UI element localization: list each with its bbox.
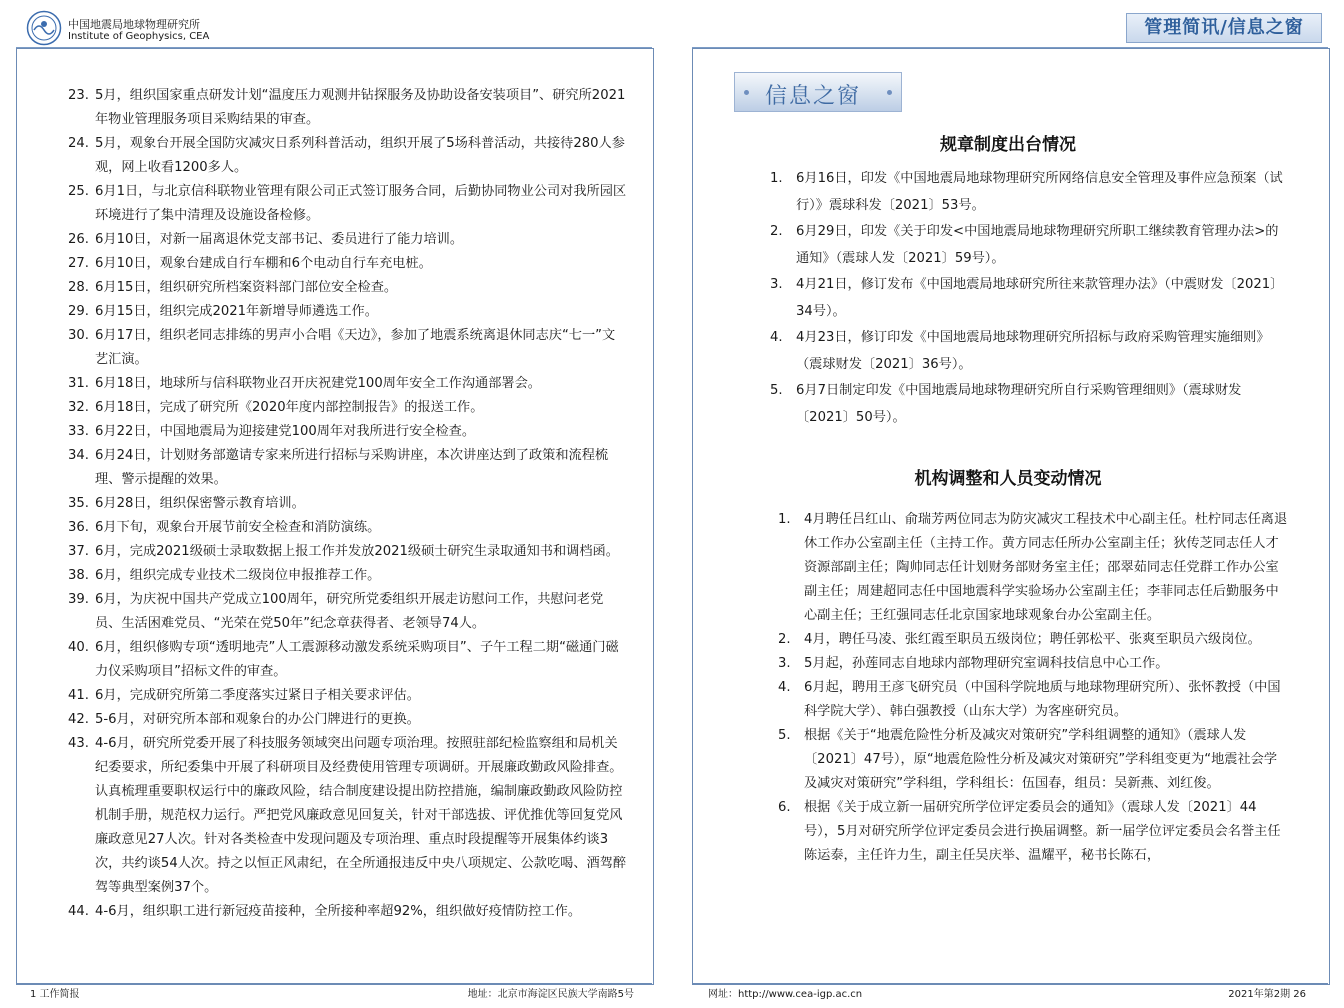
footer-rule: [692, 983, 1328, 984]
work-item-number: 43.: [68, 736, 89, 751]
rule-item-number: 1.: [770, 171, 783, 186]
work-item: [68, 684, 628, 708]
work-item-number: 32.: [68, 400, 89, 415]
work-item-number: 29.: [68, 304, 89, 319]
work-items-list: [68, 84, 628, 924]
org-item-text: 5月起，孙莲同志自地球内部物理研究室调科技信息中心工作。: [804, 656, 1169, 671]
rule-item-text: 6月16日，印发《中国地震局地球物理研究所网络信息安全管理及事件应急预案（试行）》震球科发〔2021〕53号。: [796, 171, 1283, 213]
work-item-text: 6月22日，中国地震局为迎接建党100周年对我所进行安全检查。: [95, 424, 476, 439]
work-item-number: 31.: [68, 376, 89, 391]
footer-rule: [16, 983, 652, 984]
work-item-number: 36.: [68, 520, 89, 535]
rule-item-text: 4月23日，修订印发《中国地震局地球物理研究所招标与政府采购管理实施细则》（震球财发〔2021〕36号）。: [796, 330, 1270, 372]
work-item-number: 42.: [68, 712, 89, 727]
work-item: [68, 372, 628, 396]
org-item: [778, 676, 1288, 724]
org-item-text: 根据《关于“地震危险性分析及减灾对策研究”学科组调整的通知》（震球人发〔2021〕47号），原“地震危险性分析及减灾对策研究”学科组变更为“地震社会学及减灾对策研究”学科组，学科组长：伍国春，组员：吴新燕、刘红俊。: [804, 728, 1278, 791]
section-tag-label: 信息之窗: [765, 84, 862, 109]
work-item-number: 40.: [68, 640, 89, 655]
org-name-cn: 中国地震局地球物理研究所: [68, 18, 200, 31]
work-item-number: 38.: [68, 568, 89, 583]
work-item: [68, 276, 628, 300]
work-item: [68, 252, 628, 276]
org-item-number: 4.: [778, 680, 791, 695]
work-item: [68, 84, 628, 132]
org-item: [778, 652, 1288, 676]
rule-item-number: 4.: [770, 330, 783, 345]
work-item: [68, 396, 628, 420]
bullet-dot-icon: [887, 90, 892, 95]
work-item: [68, 732, 628, 900]
work-item: [68, 444, 628, 492]
work-item-text: 5月，观象台开展全国防灾减灾日系列科普活动，组织开展了5场科普活动，共接待280人参观，网上收看1200多人。: [95, 136, 625, 175]
work-item-text: 6月，组织完成专业技术二级岗位申报推荐工作。: [95, 568, 381, 583]
work-item-text: 4-6月，研究所党委开展了科技服务领域突出问题专项治理。按照驻部纪检监察组和局机关纪委要求，所纪委集中开展了科研项目及经费使用管理专项调研。开展廉政勤政风险排查。认真梳理重要职权运行中的廉政风险，结合制度建设提出防控措施，编制廉政勤政风险防控机制手册，规范权力运行。严把党风廉政意见回复关，针对干部选拔、评优推优等回复党风廉政意见27人次。针对各类检查中发现问题及专项治理、重点时段提醒等开展集体约谈3次，共约谈54人次。持之以恒正风肃纪，在全所通报违反中央八项规定、公款吃喝、酒驾醉驾等典型案例37个。: [95, 736, 627, 895]
rules-list: [770, 166, 1285, 431]
rule-item: [770, 378, 1285, 431]
rules-title: 规章制度出台情况: [940, 135, 1076, 155]
work-item-number: 27.: [68, 256, 89, 271]
org-item: [778, 628, 1288, 652]
work-item: [68, 540, 628, 564]
work-item-text: 6月28日，组织保密警示教育培训。: [95, 496, 305, 511]
work-item-number: 41.: [68, 688, 89, 703]
work-item: [68, 324, 628, 372]
work-item-text: 6月15日，组织研究所档案资料部门部位安全检查。: [95, 280, 398, 295]
work-item-text: 6月15日，组织完成2021年新增导师遴选工作。: [95, 304, 378, 319]
right-page: [672, 0, 1344, 1008]
work-item: [68, 180, 628, 228]
org-title: 机构调整和人员变动情况: [914, 469, 1102, 489]
work-item-number: 24.: [68, 136, 89, 151]
work-item-number: 37.: [68, 544, 89, 559]
work-item: [68, 636, 628, 684]
header-badge: 管理简讯/信息之窗: [1126, 13, 1322, 43]
work-item-text: 6月1日，与北京信科联物业管理有限公司正式签订服务合同，后勤协同物业公司对我所园区环境进行了集中清理及设施设备检修。: [95, 184, 627, 223]
rule-item-text: 4月21日，修订发布《中国地震局地球研究所往来款管理办法》（中震财发〔2021〕34号）。: [796, 277, 1284, 319]
org-item-number: 3.: [778, 656, 791, 671]
org-item-number: 6.: [778, 800, 791, 815]
org-item: [778, 508, 1288, 628]
work-item: [68, 420, 628, 444]
work-item-number: 30.: [68, 328, 89, 343]
work-item-text: 5-6月，对研究所本部和观象台的办公门牌进行的更换。: [95, 712, 420, 727]
org-item-text: 根据《关于成立新一届研究所学位评定委员会的通知》（震球人发〔2021〕44号），5月对研究所学位评定委员会进行换届调整。新一届学位评定委员会名誉主任陈运泰，主任许力生，副主任吴庆举、温耀平，秘书长陈石，: [804, 800, 1281, 863]
work-item: [68, 132, 628, 180]
work-item-text: 6月下旬，观象台开展节前安全检查和消防演练。: [95, 520, 381, 535]
org-item-text: 4月，聘任马凌、张红霞至职员五级岗位；聘任郭松平、张爽至职员六级岗位。: [804, 632, 1261, 647]
work-item-text: 6月24日，计划财务部邀请专家来所进行招标与采购讲座，本次讲座达到了政策和流程梳理、警示提醒的效果。: [95, 448, 609, 487]
rule-item-number: 5.: [770, 383, 783, 398]
org-name-en: Institute of Geophysics, CEA: [68, 31, 210, 42]
org-item: [778, 796, 1288, 868]
work-item-text: 6月18日，完成了研究所《2020年度内部控制报告》的报送工作。: [95, 400, 484, 415]
work-item-number: 39.: [68, 592, 89, 607]
work-item-text: 6月，为庆祝中国共产党成立100周年，研究所党委组织开展走访慰问工作，共慰问老党员、生活困难党员、“光荣在党50年”纪念章获得者、老领导74人。: [95, 592, 604, 631]
work-item-number: 35.: [68, 496, 89, 511]
work-item-text: 6月10日，观象台建成自行车棚和6个电动自行车充电桩。: [95, 256, 432, 271]
work-item: [68, 228, 628, 252]
work-item-text: 6月10日，对新一届离退休党支部书记、委员进行了能力培训。: [95, 232, 464, 247]
rule-item-number: 3.: [770, 277, 783, 292]
work-item-number: 26.: [68, 232, 89, 247]
work-item: [68, 708, 628, 732]
org-item: [778, 724, 1288, 796]
work-item: [68, 564, 628, 588]
work-item: [68, 900, 628, 924]
work-item-number: 44.: [68, 904, 89, 919]
work-item: [68, 492, 628, 516]
work-item-text: 6月，完成研究所第二季度落实过紧日子相关要求评估。: [95, 688, 420, 703]
rule-item: [770, 272, 1285, 325]
footer-page-label: 1 工作简报: [30, 989, 80, 1000]
work-item-text: 6月，组织修购专项“透明地壳”人工震源移动激发系统采购项目”、子午工程二期“磁通门磁力仪采购项目”招标文件的审查。: [95, 640, 619, 679]
org-item-number: 1.: [778, 512, 791, 527]
work-item-text: 6月18日，地球所与信科联物业召开庆祝建党100周年安全工作沟通部署会。: [95, 376, 541, 391]
footer-issue: 2021年第2期 26: [1228, 989, 1306, 1000]
rule-item-text: 6月29日，印发《关于印发<中国地震局地球物理研究所职工继续教育管理办法>的通知》（震球人发〔2021〕59号）。: [796, 224, 1279, 266]
rule-item: [770, 219, 1285, 272]
footer-website: 网址：http://www.cea-igp.ac.cn: [708, 989, 863, 1000]
institute-logo: [26, 10, 62, 46]
org-item-number: 5.: [778, 728, 791, 743]
org-changes-list: [778, 508, 1288, 868]
work-item-text: 6月17日，组织老同志排练的男声小合唱《天边》，参加了地震系统离退休同志庆“七一”文艺汇演。: [95, 328, 616, 367]
org-item-text: 6月起，聘用王彦飞研究员（中国科学院地质与地球物理研究所）、张怀教授（中国科学院大学）、韩白强教授（山东大学）为客座研究员。: [804, 680, 1281, 719]
work-item-text: 5月，组织国家重点研发计划“温度压力观测井钻探服务及协助设备安装项目”、研究所2021年物业管理服务项目采购结果的审查。: [95, 88, 626, 127]
work-item-number: 28.: [68, 280, 89, 295]
work-item-number: 34.: [68, 448, 89, 463]
rule-item: [770, 166, 1285, 219]
work-item-text: 4-6月，组织职工进行新冠疫苗接种，全所接种率超92%，组织做好疫情防控工作。: [95, 904, 582, 919]
bullet-dot-icon: [744, 90, 749, 95]
rule-item-text: 6月7日制定印发《中国地震局地球物理研究所自行采购管理细则》（震球财发〔2021〕50号）。: [796, 383, 1242, 425]
work-item: [68, 300, 628, 324]
org-item-number: 2.: [778, 632, 791, 647]
footer-address: 地址：北京市海淀区民族大学南路5号: [467, 989, 634, 1000]
work-item-number: 33.: [68, 424, 89, 439]
rule-item: [770, 325, 1285, 378]
work-item: [68, 516, 628, 540]
org-item-text: 4月聘任吕红山、俞瑞芳两位同志为防灾减灾工程技术中心副主任。杜柠同志任离退休工作办公室副主任（主持工作。黄方同志任所办公室副主任；狄传芝同志任人才资源部副主任；陶帅同志任计划财务部财务室主任；邵翠茹同志任党群工作办公室副主任；周建超同志任中国地震科学实验场办公室副主任；李菲同志任后勤服务中心副主任；王红强同志任北京国家地球观象台办公室副主任。: [804, 512, 1288, 623]
work-item-number: 25.: [68, 184, 89, 199]
rule-item-number: 2.: [770, 224, 783, 239]
work-item: [68, 588, 628, 636]
work-item-text: 6月，完成2021级硕士录取数据上报工作并发放2021级硕士研究生录取通知书和调档函。: [95, 544, 619, 559]
work-item-number: 23.: [68, 88, 89, 103]
section-tag: [734, 72, 902, 112]
